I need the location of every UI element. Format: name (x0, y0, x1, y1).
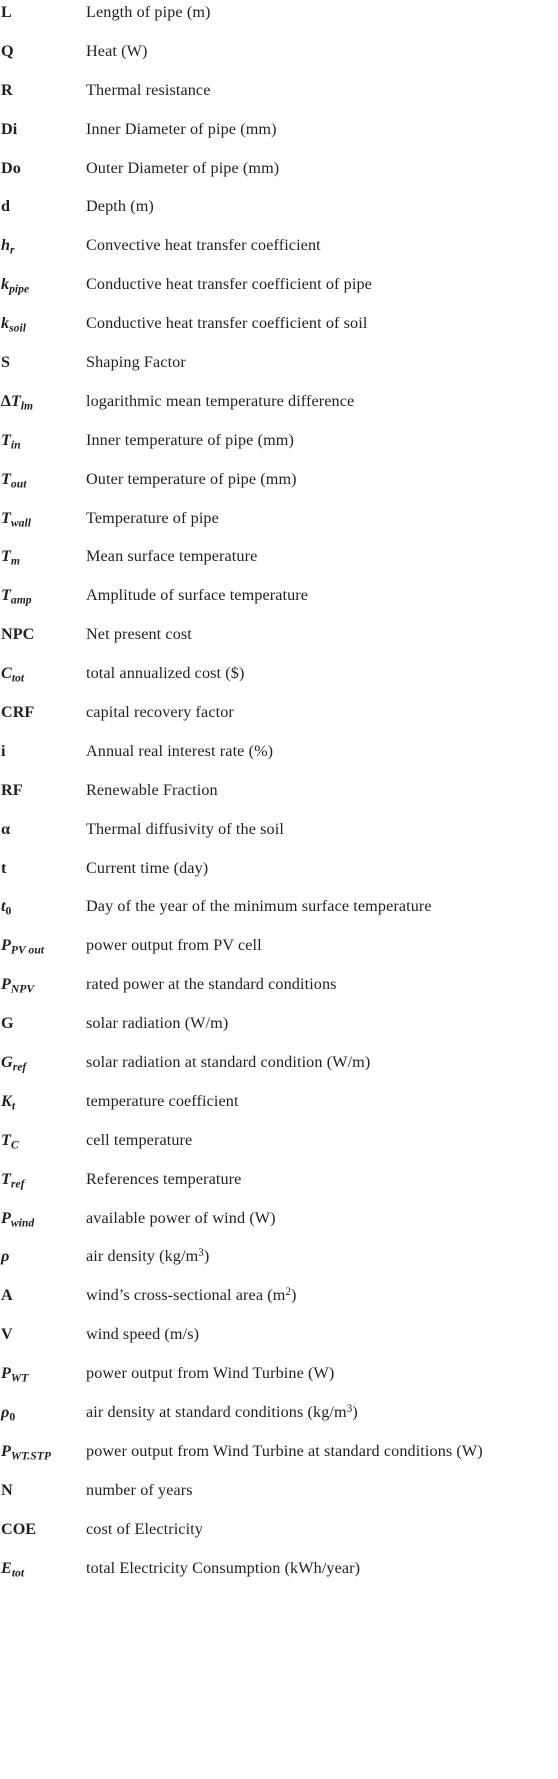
symbol-base: N (1, 1480, 13, 1499)
symbol (0, 236, 86, 255)
symbol-subscript: ref (12, 1060, 27, 1074)
symbol (0, 1247, 86, 1266)
description-text: Shaping Factor (86, 352, 186, 371)
symbol (0, 314, 86, 333)
symbol (0, 42, 86, 61)
symbol (0, 470, 86, 489)
description-tail: ) (291, 1286, 297, 1305)
nomenclature-row (0, 265, 558, 304)
symbol (0, 1559, 86, 1578)
description (86, 1325, 558, 1344)
symbol-base: α (1, 819, 11, 838)
nomenclature-row (0, 1004, 558, 1043)
description (86, 1286, 558, 1305)
description (86, 703, 558, 722)
symbol-base: T (1, 1130, 11, 1149)
nomenclature-row (0, 0, 558, 32)
symbol (0, 1286, 86, 1305)
nomenclature-row (0, 499, 558, 538)
description (86, 42, 558, 61)
description (86, 353, 558, 372)
symbol-base: P (1, 1364, 11, 1383)
description-text: wind’s cross-sectional area (m (86, 1286, 286, 1305)
description-tail: ) (352, 1403, 358, 1421)
description (86, 547, 558, 566)
description-text: solar radiation (W/m) (86, 1014, 229, 1033)
symbol-base: h (1, 236, 11, 255)
symbol-subscript: WT (10, 1371, 29, 1385)
symbol (0, 547, 86, 569)
symbol-base: Do (1, 158, 21, 177)
symbol-subscript: C (10, 1138, 19, 1152)
nomenclature-row (0, 965, 558, 1004)
description (86, 159, 558, 178)
description (86, 625, 558, 644)
description-text: solar radiation at standard condition (W/m) (86, 1052, 371, 1071)
symbol-base: T (1, 508, 11, 527)
description (86, 1092, 558, 1111)
symbol-subscript: amp (10, 594, 32, 608)
nomenclature-row (0, 537, 558, 576)
symbol-subscript: in (10, 438, 21, 452)
description (86, 781, 558, 800)
description-text: rated power at the standard conditions (86, 975, 337, 994)
symbol-subscript: out (10, 477, 27, 491)
description-text: total annualized cost ($) (86, 664, 245, 683)
symbol-subscript: NPV (10, 982, 35, 996)
description (86, 742, 558, 761)
description-text: power output from Wind Turbine (W) (86, 1364, 335, 1383)
symbol-base: NPC (1, 625, 35, 644)
nomenclature-row (0, 1354, 558, 1393)
nomenclature-row (0, 1471, 558, 1510)
description-text: Outer temperature of pipe (mm) (86, 469, 297, 488)
symbol (0, 1481, 86, 1500)
description (86, 1559, 558, 1578)
symbol-base: RF (1, 780, 23, 799)
description-superscript: 2 (285, 1286, 292, 1299)
symbol-base: Di (1, 119, 18, 138)
symbol-subscript: tot (11, 671, 25, 685)
description-text: Current time (day) (86, 858, 209, 877)
nomenclature-row (0, 576, 558, 615)
symbol-base: L (1, 2, 12, 21)
symbol (0, 1170, 86, 1189)
symbol (0, 664, 86, 683)
description-text: Heat (W) (86, 41, 148, 60)
description (86, 236, 558, 255)
description-text: power output from Wind Turbine at standard conditions (W) (86, 1441, 483, 1460)
nomenclature-row (0, 810, 558, 849)
description-text: air density (kg/m (86, 1247, 199, 1266)
symbol-base: P (1, 1208, 11, 1227)
symbol (0, 392, 86, 411)
nomenclature-row (0, 1432, 558, 1471)
nomenclature-row (0, 654, 558, 693)
description (86, 1014, 558, 1033)
symbol (0, 859, 86, 878)
symbol (0, 1442, 86, 1461)
nomenclature-row (0, 1510, 558, 1549)
symbol (0, 897, 86, 919)
symbol-subscript: t (11, 1099, 16, 1113)
symbol (0, 781, 86, 800)
symbol-base: ρ (1, 1247, 10, 1266)
symbol (0, 820, 86, 839)
description (86, 897, 558, 916)
description (86, 1247, 558, 1266)
symbol (0, 1364, 86, 1383)
symbol-base: G (1, 1014, 14, 1033)
symbol (0, 3, 86, 22)
symbol (0, 703, 86, 722)
description-text: Conductive heat transfer coefficient of soil (86, 314, 368, 333)
description-text: Day of the year of the minimum surface temperature (86, 897, 432, 916)
symbol-base: S (1, 352, 11, 371)
symbol-base: E (1, 1558, 12, 1577)
description (86, 431, 558, 450)
description-text: wind speed (m/s) (86, 1325, 200, 1344)
nomenclature-row (0, 1276, 558, 1315)
description-superscript: 3 (198, 1247, 204, 1260)
symbol (0, 1092, 86, 1111)
symbol (0, 975, 86, 994)
nomenclature-row (0, 1315, 558, 1354)
description-text: Temperature of pipe (86, 508, 219, 527)
nomenclature-row (0, 304, 558, 343)
symbol-base: T (10, 391, 21, 410)
symbol-base: A (1, 1286, 13, 1305)
nomenclature-row (0, 1549, 558, 1588)
symbol (0, 431, 86, 450)
symbol-base: G (1, 1052, 13, 1071)
nomenclature-row (0, 1160, 558, 1199)
description-text: Convective heat transfer coefficient (86, 236, 321, 255)
symbol-subscript: soil (9, 321, 26, 335)
description (86, 1403, 558, 1422)
description-text: Length of pipe (m) (86, 2, 211, 21)
nomenclature-row (0, 849, 558, 888)
nomenclature-row (0, 187, 558, 226)
nomenclature-row (0, 149, 558, 188)
symbol-base: K (1, 1091, 12, 1110)
symbol (0, 625, 86, 644)
symbol-subscript: wind (10, 1216, 35, 1230)
symbol-base: T (1, 547, 11, 566)
description-text: Thermal resistance (86, 80, 211, 99)
symbol-base: T (1, 586, 11, 605)
description-text: total Electricity Consumption (kWh/year) (86, 1558, 361, 1577)
nomenclature-row (0, 693, 558, 732)
description (86, 3, 558, 22)
description (86, 314, 558, 333)
description-text: References temperature (86, 1169, 242, 1188)
description-text: cell temperature (86, 1130, 193, 1149)
symbol-base: T (1, 430, 11, 449)
description (86, 1364, 558, 1383)
symbol (0, 1520, 86, 1539)
description (86, 936, 558, 955)
description-text: Inner temperature of pipe (mm) (86, 430, 294, 449)
nomenclature-row (0, 343, 558, 382)
symbol-subscript: r (10, 244, 15, 257)
symbol-subscript: PV out (10, 944, 45, 958)
description-text: air density at standard conditions (kg/m (86, 1403, 347, 1421)
nomenclature-row (0, 460, 558, 499)
symbol (0, 1014, 86, 1033)
symbol (0, 1325, 86, 1344)
description-text: Depth (m) (86, 197, 154, 216)
description-text: Thermal diffusivity of the soil (86, 819, 284, 838)
description (86, 1481, 558, 1500)
symbol-base: T (1, 1169, 11, 1188)
symbol-base: t (1, 897, 6, 916)
symbol-subscript: 0 (5, 905, 12, 919)
description-text: logarithmic mean temperature difference (86, 391, 355, 410)
nomenclature-row (0, 771, 558, 810)
description-text: Mean surface temperature (86, 547, 258, 566)
description (86, 275, 558, 294)
description-text: cost of Electricity (86, 1519, 203, 1538)
symbol-base: t (1, 858, 7, 877)
symbol-subscript: tot (11, 1566, 25, 1580)
description (86, 975, 558, 994)
description (86, 820, 558, 839)
nomenclature-row (0, 421, 558, 460)
description-text: number of years (86, 1480, 193, 1499)
description-text: Amplitude of surface temperature (86, 586, 309, 605)
nomenclature-row (0, 1199, 558, 1238)
symbol-subscript: WT.STP (10, 1449, 51, 1463)
symbol (0, 1131, 86, 1150)
description-text: capital recovery factor (86, 702, 234, 721)
nomenclature-row (0, 615, 558, 654)
symbol (0, 1403, 86, 1422)
description-text: Net present cost (86, 625, 192, 644)
symbol-subscript: lm (20, 399, 34, 413)
symbol-subscript: ref (10, 1177, 25, 1191)
nomenclature-row (0, 732, 558, 771)
description (86, 586, 558, 605)
nomenclature-row (0, 226, 558, 265)
description (86, 1131, 558, 1150)
description (86, 1209, 558, 1228)
symbol (0, 275, 86, 294)
nomenclature-row (0, 71, 558, 110)
description (86, 859, 558, 878)
nomenclature-row (0, 32, 558, 71)
symbol-base: P (1, 1441, 11, 1460)
symbol-base: ∆ (1, 391, 11, 410)
symbol (0, 353, 86, 372)
description-text: available power of wind (W) (86, 1208, 276, 1227)
symbol-base: COE (1, 1519, 37, 1538)
nomenclature-row (0, 1238, 558, 1277)
symbol (0, 159, 86, 178)
description-text: temperature coefficient (86, 1091, 239, 1110)
symbol (0, 509, 86, 528)
symbol-base: k (1, 275, 10, 294)
description-superscript: 3 (346, 1403, 353, 1416)
nomenclature-row (0, 1082, 558, 1121)
nomenclature-row (0, 1043, 558, 1082)
nomenclature-row (0, 926, 558, 965)
nomenclature-row (0, 1121, 558, 1160)
symbol-base: V (1, 1325, 13, 1344)
description (86, 509, 558, 528)
symbol-subscript: m (10, 555, 20, 569)
description-tail: ) (203, 1247, 210, 1266)
symbol-base: CRF (1, 702, 35, 721)
nomenclature-row (0, 382, 558, 421)
symbol-subscript: pipe (9, 282, 30, 296)
symbol-base: T (1, 469, 11, 488)
description (86, 120, 558, 139)
description-text: Inner Diameter of pipe (mm) (86, 119, 277, 138)
description-text: Annual real interest rate (%) (86, 741, 274, 760)
symbol-base: i (1, 741, 6, 760)
nomenclature-row (0, 110, 558, 149)
symbol-base: k (1, 314, 10, 333)
symbol (0, 742, 86, 761)
description (86, 392, 558, 411)
symbol (0, 936, 86, 958)
description (86, 1520, 558, 1539)
symbol-subscript: 0 (9, 1410, 16, 1424)
description (86, 470, 558, 489)
symbol-subscript: wall (10, 516, 31, 530)
symbol-base: P (1, 936, 11, 955)
symbol (0, 1053, 86, 1072)
symbol (0, 120, 86, 139)
description (86, 1053, 558, 1072)
symbol-base: ρ (1, 1403, 10, 1421)
description (86, 197, 558, 216)
symbol (0, 197, 86, 216)
symbol-base: Q (1, 41, 14, 60)
description-text: Renewable Fraction (86, 780, 218, 799)
description (86, 1170, 558, 1189)
symbol-base: d (1, 197, 11, 216)
description (86, 81, 558, 100)
symbol-base: C (1, 664, 12, 683)
symbol-base: P (1, 975, 11, 994)
description-text: Conductive heat transfer coefficient of pipe (86, 275, 372, 294)
description (86, 664, 558, 683)
description-text: power output from PV cell (86, 936, 262, 955)
description (86, 1442, 558, 1461)
description-text: Outer Diameter of pipe (mm) (86, 158, 280, 177)
symbol (0, 81, 86, 100)
nomenclature-row (0, 887, 558, 926)
symbol (0, 586, 86, 608)
nomenclature-row (0, 1393, 558, 1432)
symbol (0, 1209, 86, 1228)
symbol-base: R (1, 80, 13, 99)
